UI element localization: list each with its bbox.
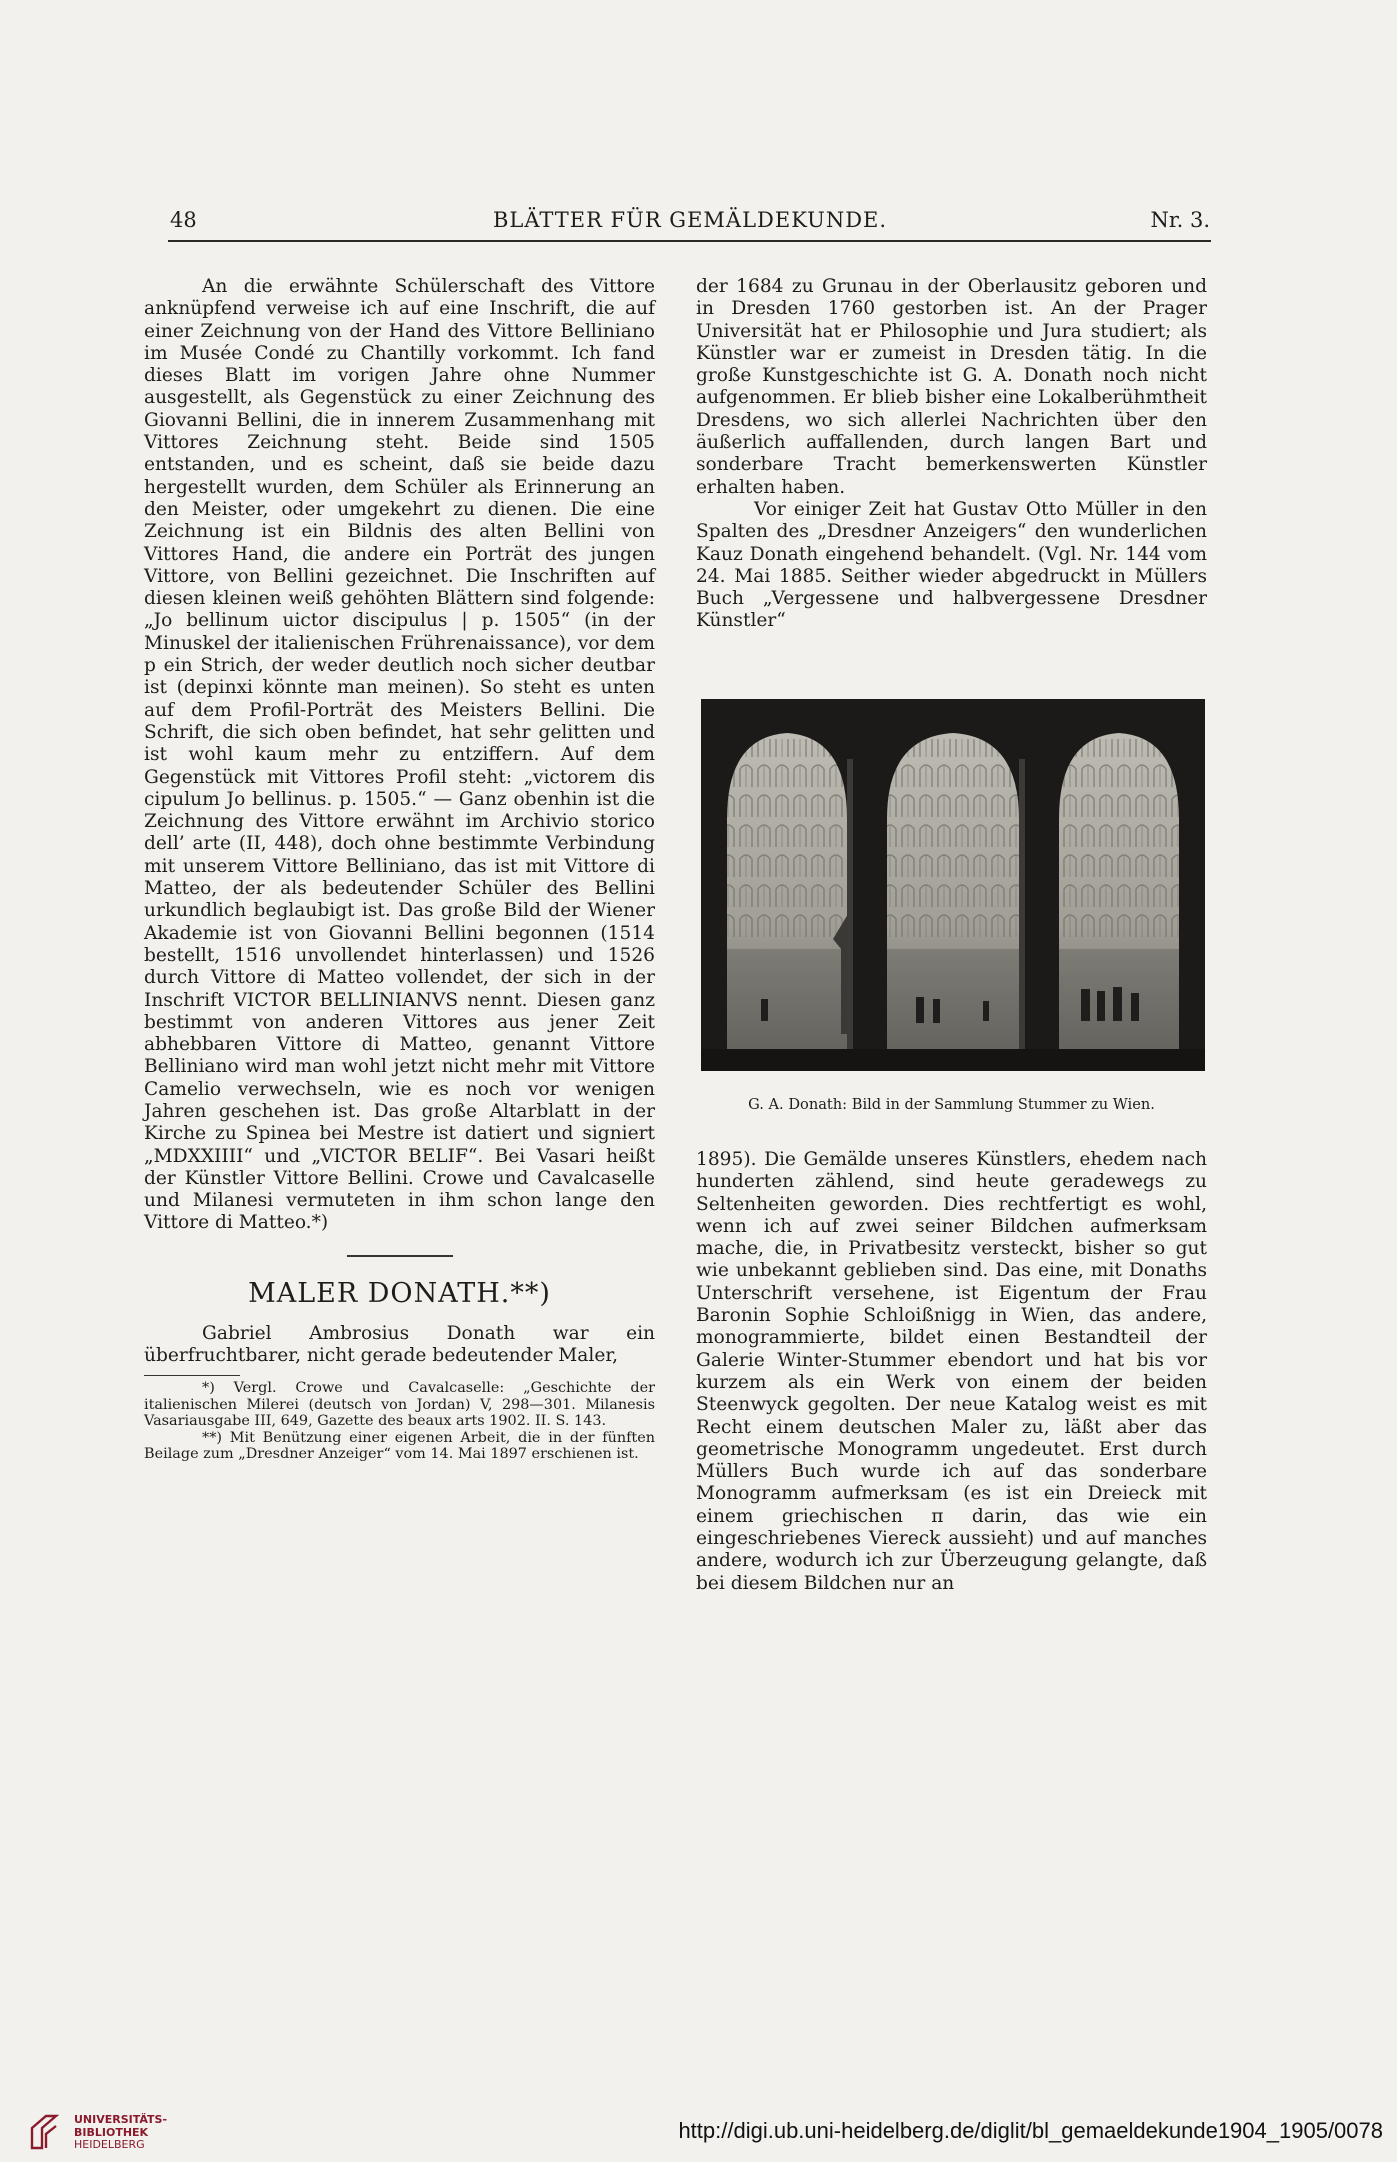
header-rule xyxy=(168,240,1211,242)
right-paragraph-3: 1895). Die Gemälde unseres Künstlers, ehedem nach hunderten zählend, sind heute geradewegs zu Seltenheiten geworden. Dies rechtfertigt es wohl, wenn ich auf zwei seiner Bildchen aufmerksam mache, die, in Privatbesitz versteckt, bisher so gut wie unbekannt geblieben sind. Das eine, mit Donaths Unterschrift versehene, ist Eigentum der Frau Baronin Sophie Schloißnigg in Wien, das andere, monogrammierte, bildet einen Bestandteil der Galerie Winter-Stummer ebendort und hat bis vor kurzem als ein Werk von einem der beiden Steenwyck gegolten. Der neue Katalog weist es mit Recht einem deutschen Maler zu, läßt aber das geometrische Monogramm ungedeutet. Erst durch Müllers Buch wurde ich auf das sonderbare Monogramm aufmerksam (es ist ein Dreieck mit einem griechischen π darin, das wie ein eingeschriebenes Viereck aussieht) und auf manches andere, wodurch ich zur Überzeugung gelangte, daß bei diesem Bildchen nur an xyxy=(696,1149,1207,1594)
right-column-bottom xyxy=(696,1149,1207,1595)
footnotes xyxy=(144,1380,655,1463)
right-column-top xyxy=(696,276,1207,633)
page-number: 48 xyxy=(170,208,197,232)
running-header xyxy=(170,204,1210,240)
church-interior-illustration xyxy=(701,699,1205,1071)
footnote-2: **) Mit Benützung einer eigenen Arbeit, die in der fünften Beilage zum „Dresdner Anzeiger“ vom 14. Mai 1897 erschienen ist. xyxy=(144,1429,655,1463)
right-paragraph-2: Vor einiger Zeit hat Gustav Otto Müller in den Spalten des „Dresdner Anzeigers“ den wunderlichen Kauz Donath eingehend behandelt. (Vgl. Nr. 144 vom 24. Mai 1885. Seither wieder abgedruckt in Müllers Buch „Vergessene und halbvergessene Dresdner Künstler“ xyxy=(696,498,1207,632)
left-column xyxy=(144,276,655,1463)
library-line-2: BIBLIOTHEK xyxy=(74,2125,149,2139)
footnote-rule xyxy=(144,1375,240,1376)
library-line-1: UNIVERSITÄTS- xyxy=(74,2113,168,2126)
source-url[interactable]: http://digi.ub.uni-heidelberg.de/diglit/bl_gemaeldekunde1904_1905/0078 xyxy=(678,2118,1383,2143)
library-line-3: HEIDELBERG xyxy=(74,2138,145,2151)
section-separator xyxy=(347,1255,453,1257)
right-paragraph-1: der 1684 zu Grunau in der Oberlausitz geboren und in Dresden 1760 gestorben ist. An der Prager Universität hat er Philosophie und Jura studiert; als Künstler war er zumeist in Dresden tätig. In die große Kunstgeschichte ist G. A. Donath noch nicht aufgenommen. Er blieb bisher eine Lokalberühmtheit Dresdens, wo sich allerlei Nachrichten über den äußerlich auffallenden, durch langen Bart und sonderbare Tracht bemerkenswerten Künstler erhalten haben. xyxy=(696,276,1207,498)
section-paragraph: Gabriel Ambrosius Donath war ein überfruchtbarer, nicht gerade bedeutender Maler, xyxy=(144,1322,655,1367)
library-logo-icon xyxy=(28,2114,60,2150)
section-title: MALER DONATH.**) xyxy=(248,1277,551,1309)
church-interior-painting xyxy=(701,699,1205,1071)
library-name xyxy=(74,2114,167,2152)
journal-title: BLÄTTER FÜR GEMÄLDEKUNDE. xyxy=(492,208,888,232)
issue-number: Nr. 3. xyxy=(1150,208,1210,232)
left-paragraph-1: An die erwähnte Schülerschaft des Vittore anknüpfend verweise ich auf eine Inschrift, die auf einer Zeichnung von der Hand des Vittore Belliniano im Musée Condé zu Chantilly vorkommt. Ich fand dieses Blatt im vorigen Jahre ohne Nummer ausgestellt, als Gegenstück zu einer Zeichnung des Giovanni Bellini, die in innerem Zusammenhang mit Vittores Zeichnung steht. Beide sind 1505 entstanden, und es scheint, daß sie beide dazu hergestellt wurden, dem Schüler als Erinnerung an den Meister, oder umgekehrt zu dienen. Die eine Zeichnung ist ein Bildnis des alten Bellini von Vittores Hand, die andere ein Porträt des jungen Vittore, von Bellini gezeichnet. Die Inschriften auf diesen kleinen weiß gehöhten Blättern sind folgende: „Jo bellinum uictor discipulus | p. 1505“ (in der Minuskel der italienischen Frührenaissance), vor dem p ein Strich, der weder deutlich noch sicher deutbar ist (depinxi könnte man meinen). So steht es unten auf dem Profil-Porträt des Meisters Bellini. Die Schrift, die sich oben befindet, hat sehr gelitten und ist wohl kaum mehr zu entziffern. Auf dem Gegenstück mit Vittores Profil steht: „victorem dis cipulum Jo bellinus. p. 1505.“ — Ganz obenhin ist die Zeichnung des Vittore erwähnt im Archivio storico dell’ arte (II, 448), doch ohne bestimmte Verbindung mit unserem Vittore Belliniano, das ist mit Vittore di Matteo, der als bedeutender Schüler des Bellini urkundlich beglaubigt ist. Das große Bild der Wiener Akademie ist von Giovanni Bellini begonnen (1514 bestellt, 1516 unvollendet hinterlassen) und 1526 durch Vittore di Matteo vollendet, der sich in der Inschrift VICTOR BELLINIANVS nennt. Diesen ganz bestimmt von anderen Vittores aus jener Zeit abhebbaren Vittore di Matteo, genannt Vittore Belliniano wird man wohl jetzt nicht mehr mit Vittore Camelio verwechseln, wie es noch vor wenigen Jahren geschehen ist. Das große Altarblatt in der Kirche zu Spinea bei Mestre ist datiert und signiert „MDXXIIII“ und „VICTOR BELIF“. Bei Vasari heißt der Künstler Vittore Bellini. Crowe und Cavalcaselle und Milanesi vermuteten in ihm schon lange den Vittore di Matteo.*) xyxy=(144,276,655,1234)
footnote-1: *) Vergl. Crowe und Cavalcaselle: „Geschichte der italienischen Milerei (deutsch von Jordan) V, 298—301. Milanesis Vasariausgabe III, 649, Gazette des beaux arts 1902. II. S. 143. xyxy=(144,1380,655,1430)
figure-caption: G. A. Donath: Bild in der Sammlung Stummer zu Wien. xyxy=(748,1096,1155,1113)
